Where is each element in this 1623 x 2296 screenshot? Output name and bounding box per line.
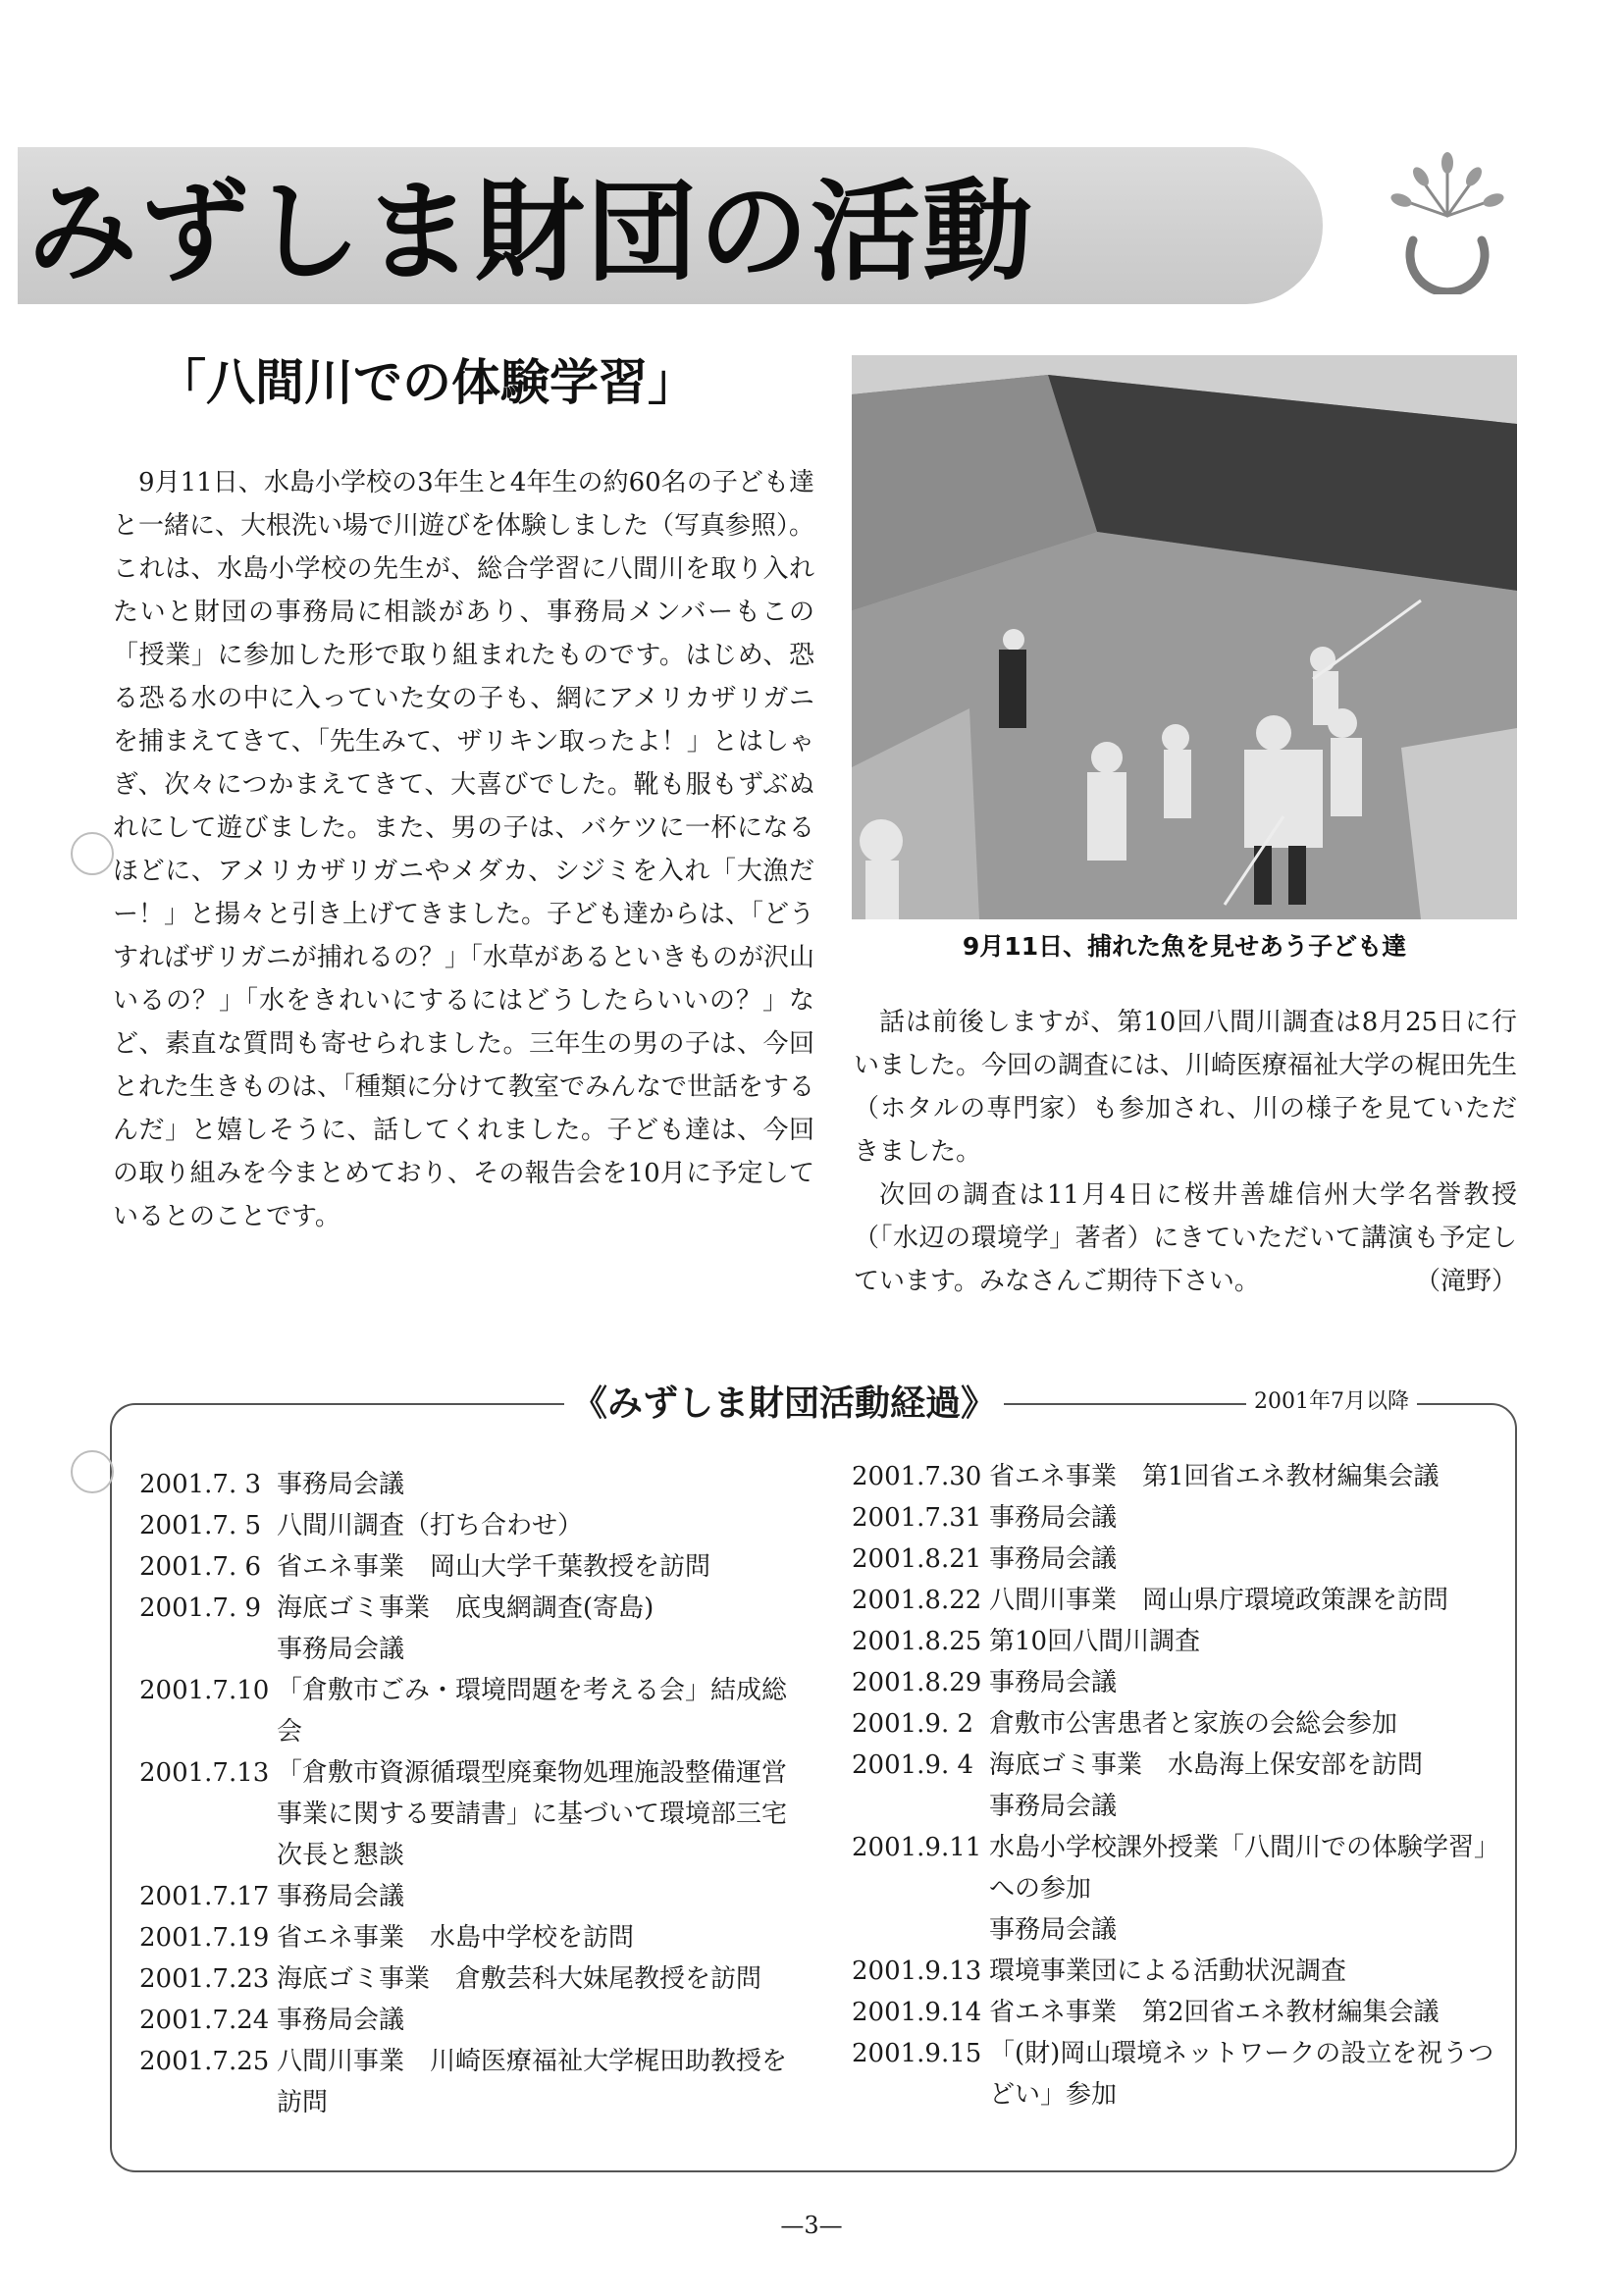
timeline-entry (139, 1752, 787, 1876)
entry-date: 2001.7.19 (139, 1923, 270, 1953)
children-river-photo (852, 355, 1517, 919)
entry-date: 2001.8.21 (852, 1544, 982, 1574)
entry-text: 倉敷市公害患者と家族の会総会参加 (989, 1709, 1398, 1739)
entry-date: 2001.7.24 (139, 2006, 270, 2035)
entry-text: 事務局会議 (989, 1503, 1118, 1533)
timeline-entry (139, 1588, 787, 1629)
timeline-entry (139, 2000, 787, 2041)
article-paragraph: 9月11日、水島小学校の3年生と4年生の約60名の子ども達と一緒に、大根洗い場で川遊びを体験しました（写真参照）。これは、水島小学校の先生が、総合学習に八間川を取り入れたいと財団の事務局に相談があり、事務局メンバーもこの「授業」に参加した形で取り組まれたものです。はじめ、恐る恐る水の中に入っていた女の子も、網にアメリカザリガニを捕まえてきて、「先生みて、ザリキン取ったよ！」とはしゃぎ、次々につかまえてきて、大喜びでした。靴も服もずぶぬれにして遊びました。また、男の子は、バケツに一杯になるほどに、アメリカザリガニやメダカ、シジミを入れ「大漁だー！」と揚々と引き上げてきました。子ども達からは、「どうすればザリガニが捕れるの？」「水草があるといきものが沢山いるの？」「水をきれいにするにはどうしたらいいの？」など、素直な質問も寄せられました。三年生の男の子は、今回とれた生きものは、「種類に分けて教室でみんなで世話をするんだ」と嬉しそうに、話してくれました。子ども達は、今回の取り組みを今まとめており、その報告会を10月に予定しているとのことです。 (113, 468, 815, 1231)
timeline-entry (852, 1745, 1499, 1786)
timeline-entry (139, 1876, 787, 1917)
sprout-logo-icon (1384, 147, 1511, 294)
timeline-entry (852, 1497, 1499, 1539)
timeline-title: 《みずしま財団活動経過》 (564, 1376, 1004, 1426)
entry-text: 「倉敷市ごみ・環境問題を考える会」結成総会 (277, 1676, 788, 1747)
timeline-entry (852, 1580, 1499, 1621)
timeline-entry (852, 1539, 1499, 1580)
timeline-entry (852, 2033, 1499, 2115)
entry-text: 八間川調査（打ち合わせ） (277, 1511, 584, 1540)
entry-date: 2001.7.25 (139, 2047, 270, 2076)
entry-date: 2001.9.13 (852, 1957, 982, 1986)
entry-text: 水島小学校課外授業「八間川での体験学習」への参加 (989, 1833, 1500, 1904)
entry-text: 「(財)岡山環境ネットワークの設立を祝うつどい」参加 (989, 2039, 1494, 2110)
entry-text: 事務局会議 (277, 1470, 405, 1499)
entry-text: 海底ゴミ事業 水島海上保安部を訪問 (989, 1750, 1424, 1780)
timeline-entry (139, 1670, 787, 1752)
entry-text: 海底ゴミ事業 倉敷芸科大妹尾教授を訪問 (277, 1964, 762, 1994)
entry-text: 事務局会議 (989, 1668, 1118, 1697)
photo-caption: 9月11日、捕れた魚を見せあう子ども達 (962, 932, 1407, 961)
entry-date: 2001.7. 6 (139, 1552, 262, 1582)
entry-date (852, 1786, 989, 1827)
entry-date: 2001.8.25 (852, 1627, 982, 1656)
binder-hole (71, 1450, 114, 1493)
timeline-entry (852, 1909, 1499, 1951)
timeline-entry (139, 2041, 787, 2123)
entry-text: 第10回八間川調査 (989, 1627, 1201, 1656)
entry-date: 2001.7. 9 (139, 1593, 262, 1623)
entry-date: 2001.9.15 (852, 2039, 982, 2068)
entry-text: 省エネ事業 第1回省エネ教材編集会議 (989, 1462, 1440, 1491)
entry-text: 省エネ事業 水島中学校を訪問 (277, 1923, 635, 1953)
entry-text: 事務局会議 (989, 1792, 1118, 1821)
entry-date: 2001.7.23 (139, 1964, 270, 1994)
author-signature: （滝野） (1414, 1267, 1517, 1296)
entry-text: 事務局会議 (989, 1915, 1118, 1945)
page-number: —3— (780, 2212, 843, 2239)
entry-text: 事務局会議 (277, 1882, 405, 1911)
entry-date: 2001.7. 3 (139, 1470, 262, 1499)
timeline-entry (139, 1546, 787, 1588)
entry-date: 2001.7. 5 (139, 1511, 262, 1540)
entry-date: 2001.9. 4 (852, 1750, 974, 1780)
entry-date (852, 1909, 989, 1951)
entry-text: 省エネ事業 岡山大学千葉教授を訪問 (277, 1552, 711, 1582)
entry-date: 2001.8.22 (852, 1586, 982, 1615)
entry-date: 2001.7.17 (139, 1882, 270, 1911)
entry-text: 「倉敷市資源循環型廃棄物処理施設整備運営事業に関する要請書」に基づいて環境部三宅次長と懇談 (277, 1758, 788, 1870)
timeline-entry (852, 1992, 1499, 2033)
article-heading: 「八間川での体験学習」 (157, 354, 697, 411)
timeline-entry (139, 1958, 787, 2000)
timeline-entry (852, 1827, 1499, 1909)
entry-text: 事務局会議 (277, 1635, 405, 1664)
page-title: みずしま財団の活動 (27, 169, 1034, 296)
entry-text: 省エネ事業 第2回省エネ教材編集会議 (989, 1998, 1440, 2027)
entry-date (139, 1629, 277, 1670)
entry-text: 事務局会議 (277, 2006, 405, 2035)
entry-text: 八間川事業 川崎医療福祉大学梶田助教授を訪問 (277, 2047, 788, 2117)
entry-date: 2001.9.11 (852, 1833, 982, 1862)
timeline-entry (852, 1951, 1499, 1992)
entry-date: 2001.8.29 (852, 1668, 982, 1697)
timeline-entry (139, 1629, 787, 1670)
timeline-right-column (852, 1456, 1499, 2115)
article-paragraph: 次回の調査は11月4日に桜井善雄信州大学名誉教授（「水辺の環境学」著者）にきていただいて講演も予定しています。みなさんご期待下さい。 (854, 1180, 1517, 1296)
article-paragraph: 話は前後しますが、第10回八間川調査は8月25日に行いました。今回の調査には、川崎医療福祉大学の梶田先生（ホタルの専門家）も参加され、川の様子を見ていただきました。 (854, 1008, 1518, 1167)
entry-text: 八間川事業 岡山県庁環境政策課を訪問 (989, 1586, 1449, 1615)
entry-text: 環境事業団による活動状況調査 (989, 1957, 1347, 1986)
timeline-since: 2001年7月以降 (1246, 1384, 1417, 1415)
entry-date: 2001.7.10 (139, 1676, 270, 1705)
timeline-entry (852, 1456, 1499, 1497)
entry-date: 2001.7.31 (852, 1503, 982, 1533)
timeline-left-column (139, 1464, 787, 2123)
entry-text: 海底ゴミ事業 底曳網調査(寄島) (277, 1593, 654, 1623)
timeline-entry (852, 1662, 1499, 1703)
binder-hole (71, 832, 114, 875)
article-body-left (113, 461, 814, 1238)
entry-text: 事務局会議 (989, 1544, 1118, 1574)
timeline-entry (852, 1621, 1499, 1662)
timeline-entry (139, 1464, 787, 1505)
entry-date: 2001.7.13 (139, 1758, 270, 1788)
timeline-entry (139, 1505, 787, 1546)
entry-date: 2001.9.14 (852, 1998, 982, 2027)
timeline-entry (852, 1786, 1499, 1827)
timeline-entry (852, 1703, 1499, 1745)
article-body-right (854, 1001, 1517, 1303)
entry-date: 2001.7.30 (852, 1462, 982, 1491)
entry-date: 2001.9. 2 (852, 1709, 974, 1739)
timeline-entry (139, 1917, 787, 1958)
